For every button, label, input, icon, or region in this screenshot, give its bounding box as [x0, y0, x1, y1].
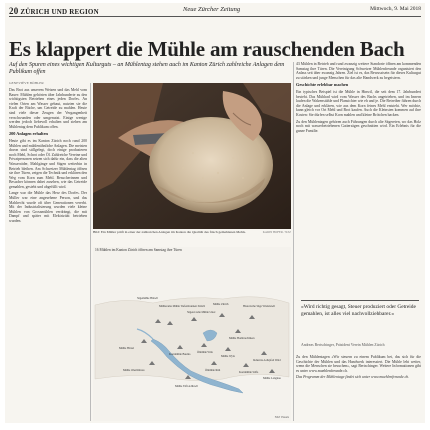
article-column-1: [9, 88, 87, 418]
author-byline: GENEVIÈVE BÖHLER: [9, 81, 44, 85]
map-credit: NZZ Visuals: [275, 416, 289, 419]
miller-flour-image: [93, 83, 291, 229]
article-column-3: [296, 62, 421, 298]
newspaper-page: [5, 3, 425, 423]
paragraph: Das Brot aus unserem Weizen und das Mehl vom Bauer: Mühlen gehörten über Jahrhunderte zu den wichtigsten Betrieben eines jeden Dorfes. An vielen Orten am Wasser gebaut, nutzten sie die Kraft der Bäche, um Getreide zu mahlen. Heute sind viele dieser Zeugen der Vergangenheit verschwunden oder umgenutzt. Einige wenige werden jedoch liebevoll erhalten und stehen am Mühlentag dem Publikum offen.: [9, 88, 87, 129]
map-label-hinwil: Sägemühle Hinwil: [137, 297, 158, 300]
article-photo: [93, 83, 291, 229]
paragraph: Zu den Mühlentagen gehören auch Führungen durch alte Sägereien, wo das Holz noch mit wasserbetriebenen Gattersägen geschnitten wird. Ein Erlebnis für die ganze Familie.: [296, 120, 421, 134]
map-label-bauma: Kornmühle Bauma: [169, 353, 190, 356]
subhead: Auf den Spuren eines wichtigen Kulturguts – an Mühlentag stehen auch im Kanton Zürich zahlreiche Anlagen dem Publikum offen: [9, 62, 291, 76]
map-label-hirzel: Mühle Hirzel: [119, 347, 134, 350]
map-label-oberhittnau: Mühle Oberhittnau: [123, 369, 144, 372]
subheading: 200 Anlagen erhalten: [9, 132, 87, 137]
info-note: Das Programm der Mühlentage findet sich unter www.muehlenfreunde.ch.: [296, 375, 421, 380]
issue-date: Mittwoch, 9. Mai 2018: [370, 6, 421, 12]
map-label-waedenswil: Historische Säge Wädenswil: [243, 305, 275, 308]
newspaper-name: Neue Zürcher Zeitung: [183, 6, 240, 13]
map-label-wyla: Mühle Wyla: [221, 355, 235, 358]
paragraph: Lange war die Mühle das Herz des Dorfes. Der Müller war eine angesehene Person, und das Mahlrecht wurde oft über Generationen vererbt. Mit der Industrialisierung wurden viele kleine Mühlen von Grossmühlen verdrängt, die mit Dampf und später mit Elektrizität betrieben wurden.: [9, 191, 87, 223]
paragraph: Ein typisches Beispiel ist die Mühle in Hinwil, die seit dem 17. Jahrhundert besteht. Das Mühlrad wird vom Wasser des Bachs angetrieben, und im Innern laufen die Walzenstühle und Plansichter wie eh und je. Die Betreiber führen durch die Anlage und erklären, wie aus dem Korn feines Mehl entsteht. Wer möchte, kann gleich vor Ort Mehl und Brot kaufen. Auch die Kleinsten kommen auf ihre Kosten: Sie dürfen selbst Korn mahlen und kleine Brötchen backen.: [296, 90, 421, 118]
caption-text: Bild: Ein Müller prüft in einer der zahlreichen Anlagen im Kanton die Qualität des frisch gemahlenen Mehls.: [93, 230, 246, 234]
map-label-rueti: Ölmühle Rüti: [205, 369, 220, 372]
article-column-3-end: [296, 355, 421, 419]
subheading: Geschichte erlebbar machen: [296, 83, 421, 88]
map-label-uster: Sägerei Alte Mühle Uster: [187, 311, 216, 314]
paragraph: 43 Mühlen in Betrieb und rund zwanzig weitere Standorte öffnen am kommenden Samstag ihre Türen. Die Vereinigung Schweizer Mühlenfreunde organisiert den Anlass seit über zwanzig Jahren. Ziel ist es, das Bewusstsein für dieses Kulturgut zu stärken und junge Menschen für das alte Handwerk zu begeistern.: [296, 62, 421, 80]
map-label-staefa: Kornmühle Stäfa: [239, 371, 258, 374]
pull-quote: «Wird richtig gesagt, Steuer produziert oder Getreide gemahlen, ist alles viel nachvollziehbarer.»: [301, 304, 419, 317]
paragraph: Zu den Mühlentagen «Wir steuern zu einem Publikum bei, das sich für die Geschichte der Mühlen und das Handwerk interessiert. Die Mühle lebt weiter, wenn die Menschen sie besuchen», sagt Bertschinger. Weitere Informationen gibt es unter www.muehlenfreunde.ch.: [296, 355, 421, 373]
map-label-zuerich: Mühle Zürich: [213, 303, 228, 306]
quote-rule: [301, 300, 419, 301]
page-number: 20: [9, 6, 18, 16]
headline: Es klappert die Mühle am rauschenden Bach: [9, 37, 405, 62]
map-label-adliswil: Mühle Tüfi Adliswil: [175, 385, 198, 388]
photo-credit: KARIN HOFER / NZZ: [263, 230, 291, 234]
photo-caption: [93, 230, 291, 239]
map-label-langnau: Mühle Langnau: [263, 377, 281, 380]
map-label-muehlerama: Mühlerama Mühle Tiefenbrunnen Zürich: [159, 305, 205, 308]
map-label-wald: Industrie-Lehrpfad Wald: [253, 359, 281, 362]
canton-map-graphic: [93, 247, 291, 421]
map-label-wila: Ölmühle Wila: [197, 351, 213, 354]
section-header: [9, 6, 99, 16]
mill-map: [93, 247, 291, 421]
quote-author: Andreas Bertschinger, Präsident Verein Mühlen Zürich: [301, 343, 385, 348]
paragraph: Heute gibt es im Kanton Zürich noch rund 200 Mühlen und mühlenähnliche Anlagen. Die meisten davon sind stillgelegt, doch einige produzieren noch Mehl, Schrot oder Öl. Zahlreiche Vereine und Privatpersonen setzen sich dafür ein, dass die alten Wasserräder, Mahlgänge und Sägen weiterhin in Betrieb bleiben. Am Schweizer Mühlentag öffnen sie ihre Türen, zeigen die Technik und erklären den Weg vom Korn zum Mehl. Besucherinnen und Besucher können dabei zusehen, wie das Getreide gemahlen, gesiebt und abgefüllt wird.: [9, 139, 87, 190]
map-title: 16 Mühlen im Kanton Zürich öffnen am Samstag ihre Türen: [95, 248, 182, 252]
header-rule: [9, 16, 421, 17]
section-title: ZÜRICH UND REGION: [20, 8, 98, 16]
map-label-hombrechtikon: Mühle Hombrechtikon: [229, 337, 255, 340]
